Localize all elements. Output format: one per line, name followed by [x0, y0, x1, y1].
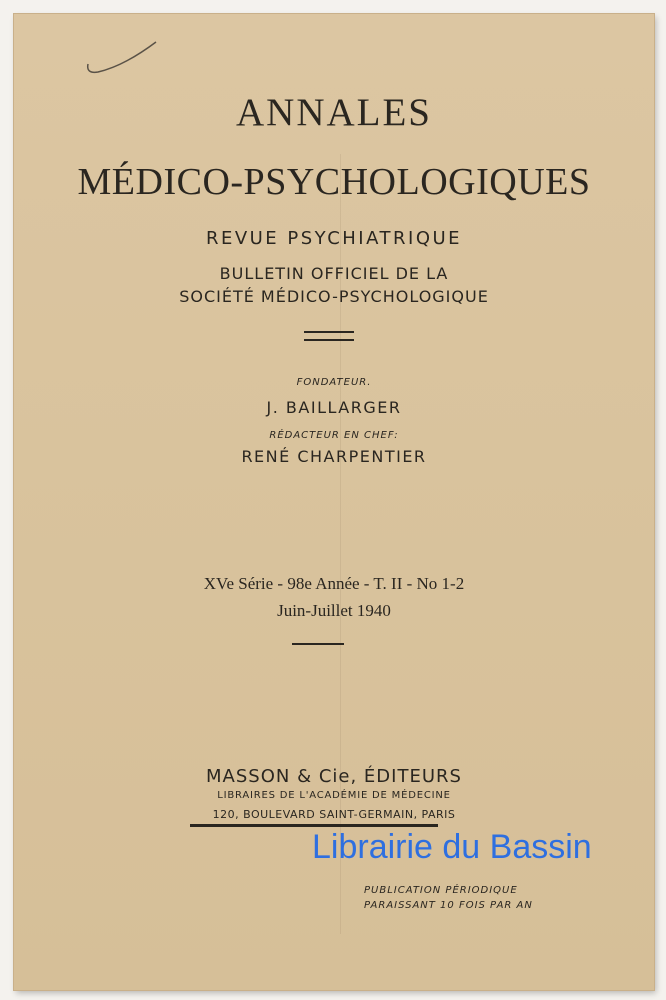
bookseller-watermark: Librairie du Bassin: [312, 828, 592, 866]
issue-line: XVe Série - 98e Année - T. II - No 1-2: [203, 574, 465, 593]
pencil-checkmark-icon: [84, 36, 164, 78]
bulletin-line-2: SOCIÉTÉ MÉDICO-PSYCHOLOGIQUE: [179, 287, 489, 306]
issue-date: Juin-Juillet 1940: [277, 601, 391, 620]
single-rule-divider: [292, 643, 344, 645]
editor-name: RENÉ CHARPENTIER: [241, 447, 427, 466]
subtitle: REVUE PSYCHIATRIQUE: [205, 228, 463, 249]
thick-rule-divider: [190, 824, 438, 827]
periodicity-line-1: PUBLICATION PÉRIODIQUE: [364, 885, 518, 896]
publisher-address: 120, BOULEVARD SAINT-GERMAIN, PARIS: [212, 808, 456, 821]
editor-label: RÉDACTEUR EN CHEF:: [269, 430, 399, 441]
periodicity-line-2: PARAISSANT 10 FOIS PAR AN: [364, 900, 533, 911]
title-annales: ANNALES: [236, 91, 432, 134]
double-rule-divider: [304, 331, 354, 341]
publisher-affiliation: LIBRAIRES DE L'ACADÉMIE DE MÉDECINE: [217, 790, 451, 801]
bulletin-line-1: BULLETIN OFFICIEL DE LA: [219, 264, 449, 283]
title-medico-psychologiques: MÉDICO-PSYCHOLOGIQUES: [77, 161, 591, 203]
founder-name: J. BAILLARGER: [266, 398, 402, 417]
founder-label: FONDATEUR.: [296, 377, 372, 388]
publisher-name: MASSON & Cie, ÉDITEURS: [206, 766, 462, 787]
